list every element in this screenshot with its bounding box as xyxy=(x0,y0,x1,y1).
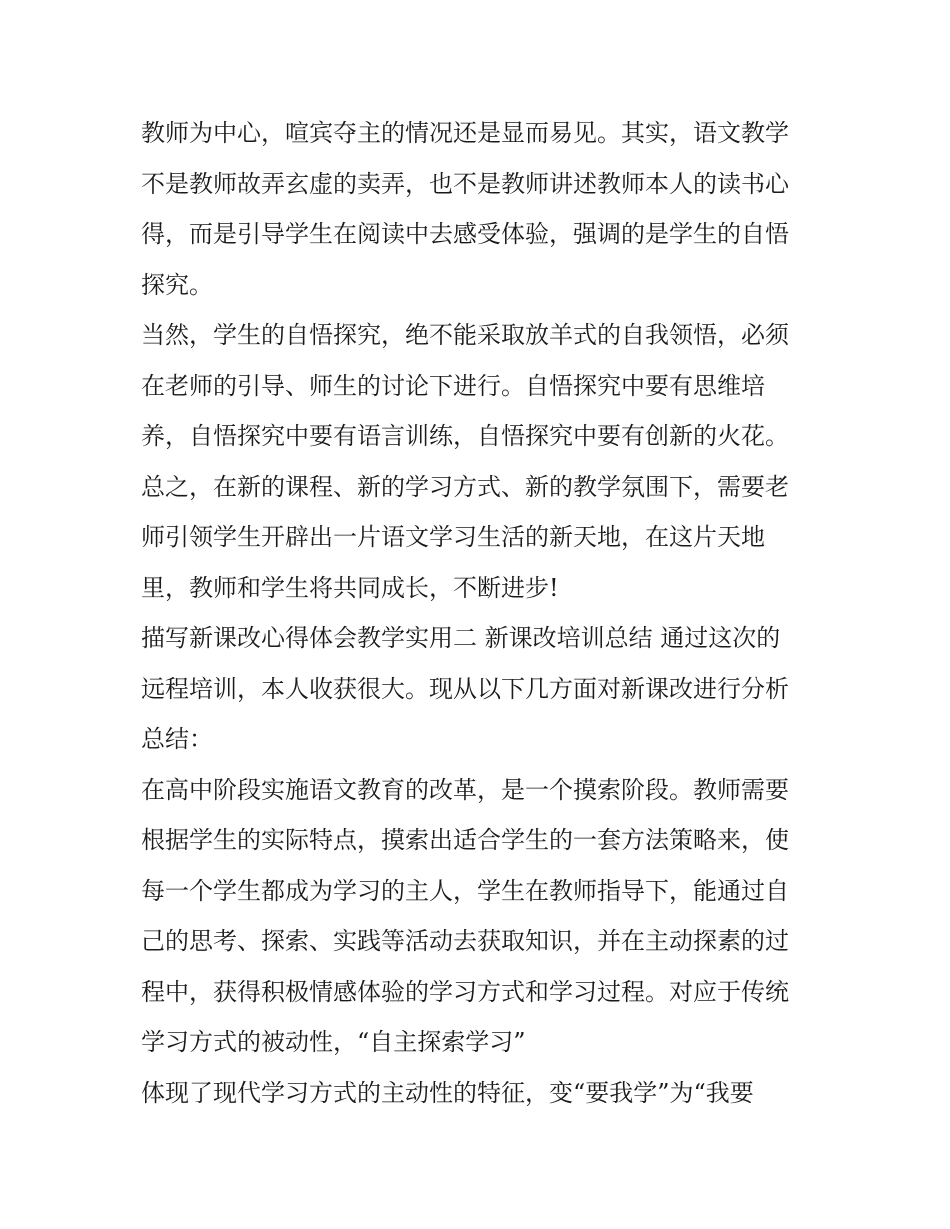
text-line: 根据学生的实际特点，摸索出适合学生的一套方法策略来，使 xyxy=(141,826,789,854)
text-line: 描写新课改心得体会教学实用二 新课改培训总结 通过这次的 xyxy=(141,624,781,652)
text-line: 己的思考、探索、实践等活动去获取知识，并在主动探素的过 xyxy=(141,927,789,955)
text-line: 养，自悟探究中要有语言训练，自悟探究中要有创新的火花。 xyxy=(141,422,789,450)
text-line: 远程培训，本人收获很大。现从以下几方面对新课改进行分析 xyxy=(141,674,789,703)
text-line: 在老师的引导、师生的讨论下进行。自悟探究中要有思维培 xyxy=(141,371,765,400)
text-line: 探究。 xyxy=(141,270,213,299)
text-line: 里，教师和学生将共同成长，不断进步! xyxy=(141,573,559,602)
text-line: 总结： xyxy=(141,725,213,753)
text-line: 教师为中心，喧宾夺主的情况还是显而易见。其实，语文教学 xyxy=(141,119,789,147)
text-line: 当然，学生的自悟探究，绝不能采取放羊式的自我领悟，必须 xyxy=(141,321,789,349)
text-line: 师引领学生开辟出一片语文学习生活的新天地，在这片天地 xyxy=(141,523,765,551)
text-line: 总之，在新的课程、新的学习方式、新的教学氛围下，需要老 xyxy=(141,472,789,501)
text-line: 得，而是引导学生在阅读中去感受体验，强调的是学生的自悟 xyxy=(141,220,789,248)
text-line: 每一个学生都成为学习的主人，学生在教师指导下，能通过自 xyxy=(141,876,789,905)
text-line: 程中，获得积极情感体验的学习方式和学习过程。对应于传统 xyxy=(141,977,789,1006)
text-line: 不是教师故弄玄虚的卖弄，也不是教师讲述教师本人的读书心 xyxy=(141,169,789,198)
text-line: 在高中阶段实施语文教育的改革，是一个摸索阶段。教师需要 xyxy=(141,775,789,804)
text-line: 学习方式的被动性，“自主探索学习” xyxy=(141,1028,526,1056)
body-text xyxy=(141,108,821,1118)
text-line: 体现了现代学习方式的主动性的特征，变“要我学”为“我要 xyxy=(141,1078,754,1107)
